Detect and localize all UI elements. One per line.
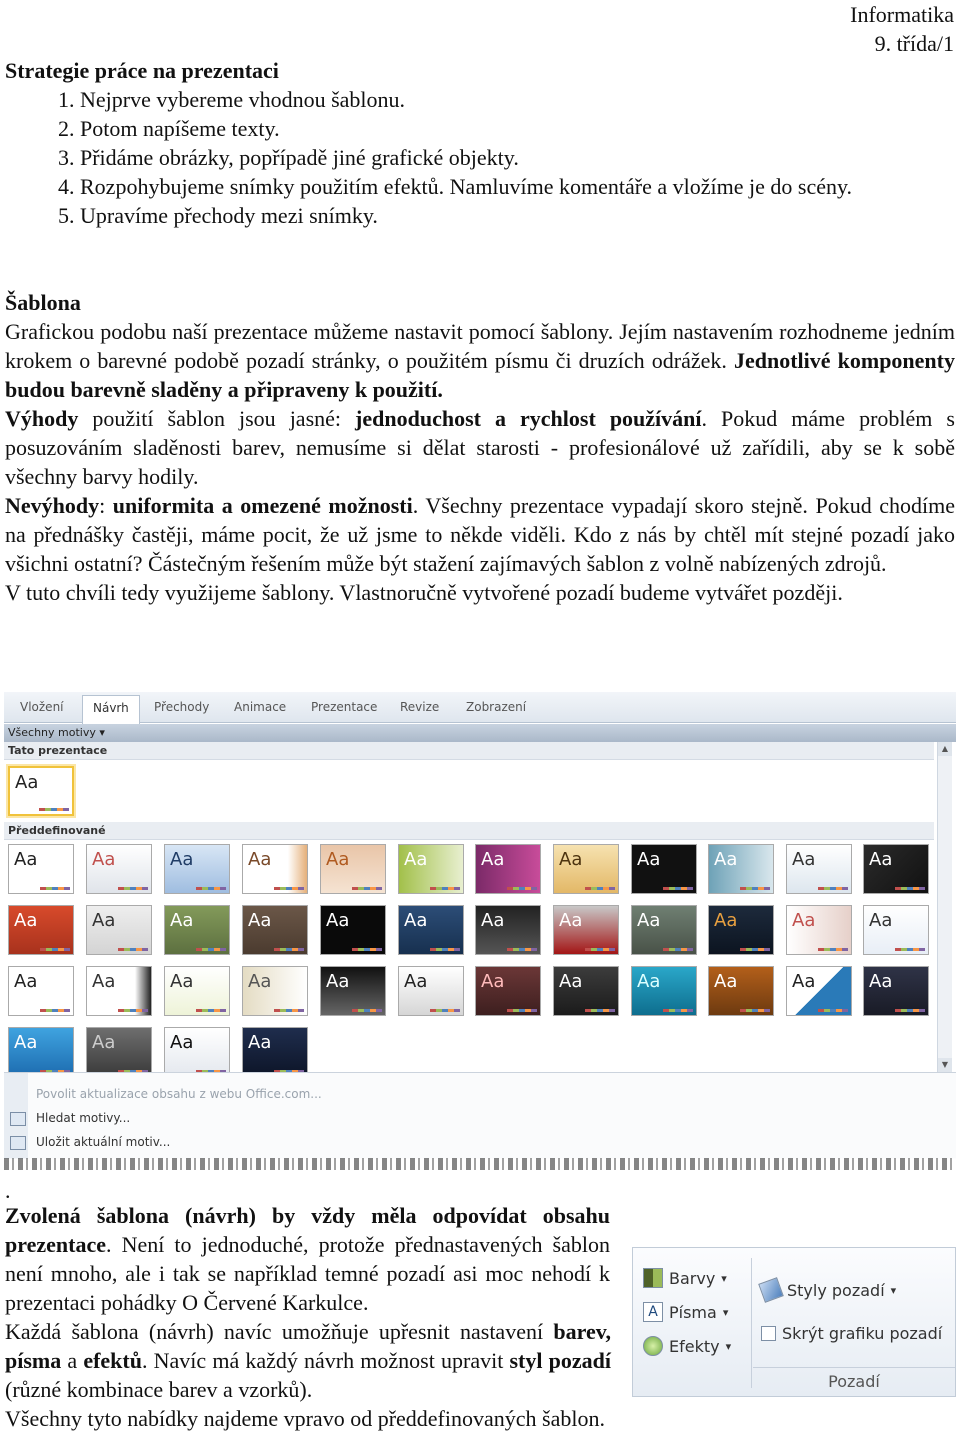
theme-thumbnail[interactable]: Aa bbox=[242, 844, 308, 894]
color-swatch-strip bbox=[352, 948, 382, 951]
background-styles-label: Styly pozadí bbox=[787, 1280, 885, 1300]
color-swatch-strip bbox=[895, 948, 925, 951]
theme-thumbnail[interactable]: Aa bbox=[786, 905, 852, 955]
text-run-bold: Nevýhody bbox=[5, 493, 100, 518]
effects-label: Efekty bbox=[669, 1336, 720, 1356]
color-swatch-strip bbox=[663, 887, 693, 890]
text-run: Každá šablona (návrh) navíc umožňuje upřesnit nastavení bbox=[5, 1319, 554, 1344]
paragraph-disadvantages bbox=[5, 491, 955, 578]
theme-thumbnail[interactable]: Aa bbox=[553, 844, 619, 894]
hide-background-graphics-checkbox[interactable] bbox=[761, 1324, 942, 1343]
colors-label: Barvy bbox=[669, 1268, 716, 1288]
text-run: . Pokud máme problém s posuzováním sladěnosti barev, nemusíme si dělat starosti - profesionálové už zařídili, aby se k sobě všechny barvy hodily. bbox=[5, 406, 955, 489]
colors-icon bbox=[643, 1268, 663, 1288]
theme-thumbnail[interactable]: Aa bbox=[708, 966, 774, 1016]
chevron-down-icon: ▾ bbox=[721, 1271, 727, 1285]
color-swatch-strip bbox=[118, 948, 148, 951]
text-run-bold: efektů bbox=[83, 1348, 142, 1373]
paragraph-options bbox=[5, 1317, 611, 1404]
color-swatch-strip bbox=[740, 887, 770, 890]
paragraph-now: V tuto chvíli tedy využijeme šablony. Vlastnoručně vytvořené pozadí budeme vytvářet později. bbox=[5, 580, 843, 605]
color-swatch-strip bbox=[196, 948, 226, 951]
stray-dot: . bbox=[5, 1178, 11, 1203]
chevron-down-icon: ▾ bbox=[890, 1283, 897, 1297]
theme-thumbnail[interactable]: Aa bbox=[86, 905, 152, 955]
theme-thumbnail[interactable]: Aa bbox=[8, 905, 74, 955]
color-swatch-strip bbox=[895, 887, 925, 890]
all-themes-dropdown[interactable]: Všechny motivy ▾ bbox=[4, 724, 956, 742]
theme-thumbnail[interactable]: Aa bbox=[320, 844, 386, 894]
theme-thumbnail[interactable]: Aa bbox=[164, 905, 230, 955]
fonts-icon: A bbox=[643, 1302, 663, 1322]
text-run: Grafickou podobu naší prezentace můžeme nastavit pomocí šablony. Jejím nastavením rozhodneme jedním krokem o barevné podobě pozadí stránky, o použitém písmu či druzích odrážek. bbox=[5, 319, 955, 373]
menu-enable-updates[interactable]: Povolit aktualizace obsahu z webu Office.com... bbox=[36, 1087, 322, 1101]
text-run-bold: jednoduchost a rychlost používání bbox=[355, 406, 702, 431]
theme-thumbnail[interactable]: Aa bbox=[475, 905, 541, 955]
menu-save-theme[interactable]: Uložit aktuální motiv... bbox=[36, 1135, 171, 1149]
color-swatch-strip bbox=[352, 1009, 382, 1012]
color-swatch-strip bbox=[39, 808, 69, 811]
text-run: použití šablon jsou jasné: bbox=[78, 406, 356, 431]
text-run-bold: uniformita a omezené možnosti bbox=[112, 493, 413, 518]
colors-button[interactable] bbox=[643, 1268, 727, 1288]
subject-label: Informatika bbox=[850, 2, 954, 27]
theme-thumbnail[interactable]: Aa bbox=[86, 966, 152, 1016]
color-swatch-strip bbox=[663, 1009, 693, 1012]
color-swatch-strip bbox=[274, 948, 304, 951]
theme-thumbnail[interactable]: Aa bbox=[631, 844, 697, 894]
theme-thumbnail[interactable]: Aa bbox=[708, 844, 774, 894]
theme-thumbnail[interactable]: Aa bbox=[86, 844, 152, 894]
text-run: . Všechny prezentace vypadají skoro stejně. Pokud chodíme na přednášky častěji, máme pocit, že už jsme to někde viděli. Kdo z nás by chtěl mít stejné pozadí jako všichni ostatní? Částečným řešením může být stažení zajímavých šablon z volně nabízených zdrojů. bbox=[5, 493, 955, 576]
color-swatch-strip bbox=[430, 948, 460, 951]
color-swatch-strip bbox=[352, 887, 382, 890]
group-label-pozadi: Pozadí bbox=[753, 1367, 955, 1396]
theme-thumbnail[interactable]: Aa bbox=[398, 905, 464, 955]
color-swatch-strip bbox=[430, 1009, 460, 1012]
tab-prezentace[interactable]: Prezentace bbox=[311, 700, 378, 714]
theme-thumbnail[interactable]: Aa bbox=[863, 844, 929, 894]
color-swatch-strip bbox=[274, 887, 304, 890]
paragraph-location: Všechny tyto nabídky najdeme vpravo od předdefinovaných šablon. bbox=[5, 1406, 605, 1431]
color-swatch-strip bbox=[507, 887, 537, 890]
theme-thumbnail[interactable]: Aa bbox=[242, 905, 308, 955]
text-run-bold: Zvolená šablona (návrh) by vždy měla odpovídat obsahu prezentace bbox=[5, 1203, 610, 1257]
effects-button[interactable] bbox=[643, 1336, 731, 1356]
menu-find-themes[interactable]: Hledat motivy... bbox=[36, 1111, 131, 1125]
theme-thumbnail[interactable]: Aa bbox=[398, 966, 464, 1016]
theme-thumbnail[interactable]: Aa bbox=[320, 905, 386, 955]
theme-thumbnail[interactable]: Aa bbox=[164, 844, 230, 894]
text-run-bold: Výhody bbox=[5, 406, 79, 431]
theme-thumbnail[interactable]: Aa bbox=[164, 966, 230, 1016]
color-swatch-strip bbox=[118, 887, 148, 890]
design-gallery-screenshot bbox=[4, 692, 956, 1170]
ribbon-tabs bbox=[4, 692, 956, 723]
theme-thumbnail[interactable]: Aa bbox=[475, 966, 541, 1016]
theme-thumbnail[interactable]: Aa bbox=[398, 844, 464, 894]
color-swatch-strip bbox=[40, 887, 70, 890]
tab-navrh[interactable]: Návrh bbox=[82, 695, 140, 727]
text-run-bold: Jednotlivé komponenty budou barevně sladěny a připraveny k použití. bbox=[5, 348, 955, 402]
gallery-scrollbar[interactable] bbox=[937, 742, 952, 1072]
theme-thumbnail[interactable]: Aa bbox=[631, 966, 697, 1016]
tab-animace[interactable]: Animace bbox=[234, 700, 287, 714]
strategy-steps bbox=[5, 85, 955, 230]
scroll-up-icon[interactable]: ▲ bbox=[938, 742, 952, 756]
class-label: 9. třída/1 bbox=[874, 31, 954, 56]
background-styles-button[interactable] bbox=[761, 1280, 896, 1300]
gallery-menu bbox=[4, 1072, 956, 1159]
fonts-button[interactable] bbox=[643, 1302, 728, 1322]
color-swatch-strip bbox=[430, 887, 460, 890]
strategy-heading: Strategie práce na prezentaci bbox=[5, 58, 279, 83]
text-run-bold: styl pozadí bbox=[509, 1348, 611, 1373]
color-swatch-strip bbox=[585, 1009, 615, 1012]
theme-thumbnail[interactable]: Aa bbox=[786, 966, 852, 1016]
paint-bucket-icon bbox=[758, 1277, 784, 1303]
sablona-heading: Šablona bbox=[5, 290, 81, 315]
fonts-label: Písma bbox=[669, 1302, 717, 1322]
color-swatch-strip bbox=[585, 948, 615, 951]
theme-thumbnail[interactable]: Aa bbox=[553, 905, 619, 955]
strategy-section bbox=[5, 56, 955, 230]
section-this-presentation: Tato prezentace bbox=[4, 742, 934, 760]
color-swatch-strip bbox=[818, 887, 848, 890]
color-swatch-strip bbox=[507, 1009, 537, 1012]
scroll-down-icon[interactable]: ▼ bbox=[938, 1058, 952, 1072]
text-run: : bbox=[99, 493, 113, 518]
text-run: (různé kombinace barev a vzorků). bbox=[5, 1377, 313, 1402]
color-swatch-strip bbox=[663, 948, 693, 951]
text-run: . Navíc má každý návrh možnost upravit bbox=[141, 1348, 510, 1373]
step-item: 3. Přidáme obrázky, popřípadě jiné grafické objekty. bbox=[80, 143, 955, 172]
theme-thumbnail[interactable]: Aa bbox=[708, 905, 774, 955]
step-item: 1. Nejprve vybereme vhodnou šablonu. bbox=[80, 85, 955, 114]
color-swatch-strip bbox=[507, 948, 537, 951]
paragraph-advantages bbox=[5, 404, 955, 491]
color-swatch-strip bbox=[818, 948, 848, 951]
document-header bbox=[850, 0, 954, 58]
blank-icon bbox=[10, 1089, 26, 1103]
checkbox-icon[interactable] bbox=[761, 1326, 776, 1341]
color-swatch-strip bbox=[196, 1009, 226, 1012]
cropped-edge bbox=[4, 1158, 956, 1170]
theme-thumbnail[interactable]: Aa bbox=[86, 1027, 152, 1077]
theme-thumbnail[interactable]: Aa bbox=[320, 966, 386, 1016]
step-item: 5. Upravíme přechody mezi snímky. bbox=[80, 201, 955, 230]
text-run-bold: barev, písma bbox=[5, 1319, 611, 1373]
color-swatch-strip bbox=[740, 948, 770, 951]
effects-icon bbox=[643, 1336, 663, 1356]
color-swatch-strip bbox=[40, 1009, 70, 1012]
theme-thumbnail[interactable]: Aa bbox=[8, 1027, 74, 1077]
color-swatch-strip bbox=[196, 887, 226, 890]
chevron-down-icon: ▾ bbox=[725, 1339, 732, 1353]
color-swatch-strip bbox=[818, 1009, 848, 1012]
background-ribbon-group bbox=[632, 1247, 956, 1397]
save-theme-icon bbox=[10, 1136, 26, 1150]
color-swatch-strip bbox=[274, 1009, 304, 1012]
color-swatch-strip bbox=[585, 887, 615, 890]
hide-graphics-label: Skrýt grafiku pozadí bbox=[782, 1324, 943, 1343]
theme-thumbnail[interactable]: Aa bbox=[164, 1027, 230, 1077]
tab-vlozeni[interactable]: Vložení bbox=[20, 700, 64, 714]
theme-thumbnail[interactable]: Aa bbox=[863, 905, 929, 955]
chevron-down-icon: ▾ bbox=[722, 1305, 729, 1319]
color-swatch-strip bbox=[895, 1009, 925, 1012]
theme-thumbnail[interactable]: Aa bbox=[475, 844, 541, 894]
step-item: 4. Rozpohybujeme snímky použitím efektů. Namluvíme komentáře a vložíme je do scény. bbox=[80, 172, 955, 201]
group-divider bbox=[751, 1258, 752, 1388]
theme-thumbnail[interactable]: Aa bbox=[8, 966, 74, 1016]
step-item: 2. Potom napíšeme texty. bbox=[80, 114, 955, 143]
theme-thumbnail[interactable]: Aa bbox=[242, 966, 308, 1016]
tab-prechody[interactable]: Přechody bbox=[154, 700, 210, 714]
theme-thumbnail[interactable]: Aa bbox=[863, 966, 929, 1016]
theme-thumbnail[interactable]: Aa bbox=[8, 844, 74, 894]
paragraph-intro bbox=[5, 317, 955, 404]
theme-thumbnail[interactable]: Aa bbox=[553, 966, 619, 1016]
tab-revize[interactable]: Revize bbox=[400, 700, 440, 714]
current-theme-thumbnail[interactable]: Aa bbox=[8, 766, 74, 816]
section-predefined: Předdefinované bbox=[4, 822, 934, 840]
search-themes-icon bbox=[10, 1112, 26, 1126]
theme-thumbnail[interactable]: Aa bbox=[786, 844, 852, 894]
theme-thumbnail[interactable]: Aa bbox=[631, 905, 697, 955]
text-run: a bbox=[61, 1348, 84, 1373]
color-swatch-strip bbox=[740, 1009, 770, 1012]
text-run: . Není to jednoduché, protože přednastavených šablon není mnoho, ale i tak se například temné pozadí asi moc nehodí k prezentaci pohádky O Červené Karkulce. bbox=[5, 1232, 610, 1315]
color-swatch-strip bbox=[40, 948, 70, 951]
theme-thumbnail[interactable]: Aa bbox=[242, 1027, 308, 1077]
sablona-section bbox=[5, 288, 955, 607]
color-swatch-strip bbox=[118, 1009, 148, 1012]
tab-zobrazeni[interactable]: Zobrazení bbox=[466, 700, 527, 714]
